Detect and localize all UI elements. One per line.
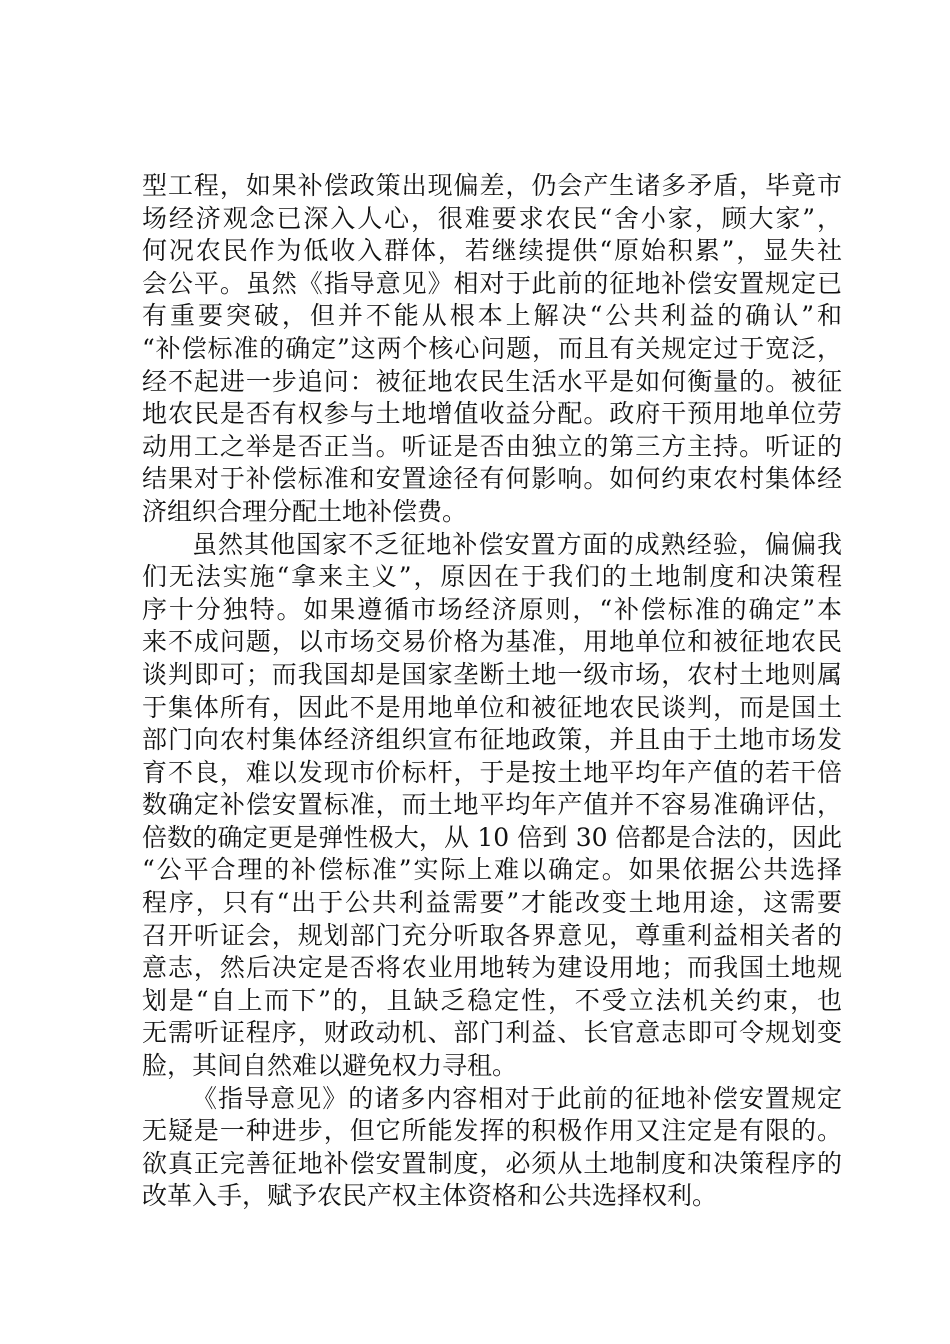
text-line: 程序，只有“出于公共利益需要”才能改变土地用途，这需要 [142,888,842,918]
text-line: 场经济观念已深入人心，很难要求农民“舍小家，顾大家”， [142,203,842,233]
text-line: 虽然其他国家不乏征地补偿安置方面的成熟经验，偏偏我 [192,529,842,559]
text-line: 《指导意见》的诸多内容相对于此前的征地补偿安置规定 [192,1083,842,1113]
text-line: 欲真正完善征地补偿安置制度，必须从土地制度和决策程序的 [142,1148,842,1178]
text-line: 动用工之举是否正当。听证是否由独立的第三方主持。听证的 [142,431,842,461]
paragraph-1 [142,170,842,529]
text-line: 数确定补偿安置标准，而土地平均年产值并不容易准确评估， [142,790,842,820]
text-line: 们无法实施“拿来主义”，原因在于我们的土地制度和决策程 [142,562,842,592]
text-line: 召开听证会，规划部门充分听取各界意见，尊重利益相关者的 [142,920,842,950]
text-line: 型工程，如果补偿政策出现偏差，仍会产生诸多矛盾，毕竟市 [142,171,842,200]
text-line: 会公平。虽然《指导意见》相对于此前的征地补偿安置规定已 [142,268,842,298]
paragraph-3 [142,1083,842,1213]
text-line: 倍数的确定更是弹性极大，从 10 倍到 30 倍都是合法的，因此 [142,822,842,852]
text-line: 来不成问题，以市场交易价格为基准，用地单位和被征地农民 [142,627,842,657]
text-line: 济组织合理分配土地补偿费。 [142,496,468,526]
text-line: 脸，其间自然难以避免权力寻租。 [142,1051,518,1081]
text-line: 部门向农村集体经济组织宣布征地政策，并且由于土地市场发 [142,725,842,755]
text-line: “公平合理的补偿标准”实际上难以确定。如果依据公共选择 [142,855,842,885]
document-body [142,170,842,1213]
text-line: 意志，然后决定是否将农业用地转为建设用地；而我国土地规 [142,953,842,983]
text-line: 有重要突破，但并不能从根本上解决“公共利益的确认”和 [142,301,842,331]
text-line: 无需听证程序，财政动机、部门利益、长官意志即可令规划变 [142,1018,842,1048]
text-line: 于集体所有，因此不是用地单位和被征地农民谈判，而是国土 [142,692,842,722]
text-line: 改革入手，赋予农民产权主体资格和公共选择权利。 [142,1181,718,1211]
text-line: 地农民是否有权参与土地增值收益分配。政府干预用地单位劳 [142,399,842,429]
text-line: 无疑是一种进步，但它所能发挥的积极作用又注定是有限的。 [142,1116,842,1146]
text-line: 育不良，难以发现市价标杆，于是按土地平均年产值的若干倍 [142,757,842,787]
text-line: “补偿标准的确定”这两个核心问题，而且有关规定过于宽泛， [142,333,842,363]
paragraph-2 [142,529,842,1083]
text-line: 划是“自上而下”的，且缺乏稳定性，不受立法机关约束，也 [142,985,842,1015]
text-line: 谈判即可；而我国却是国家垄断土地一级市场，农村土地则属 [142,659,842,689]
text-line: 结果对于补偿标准和安置途径有何影响。如何约束农村集体经 [142,464,842,494]
text-line: 经不起进一步追问：被征地农民生活水平是如何衡量的。被征 [142,366,842,396]
text-line: 何况农民作为低收入群体，若继续提供“原始积累”，显失社 [142,236,842,266]
text-line: 序十分独特。如果遵循市场经济原则，“补偿标准的确定”本 [142,594,842,624]
